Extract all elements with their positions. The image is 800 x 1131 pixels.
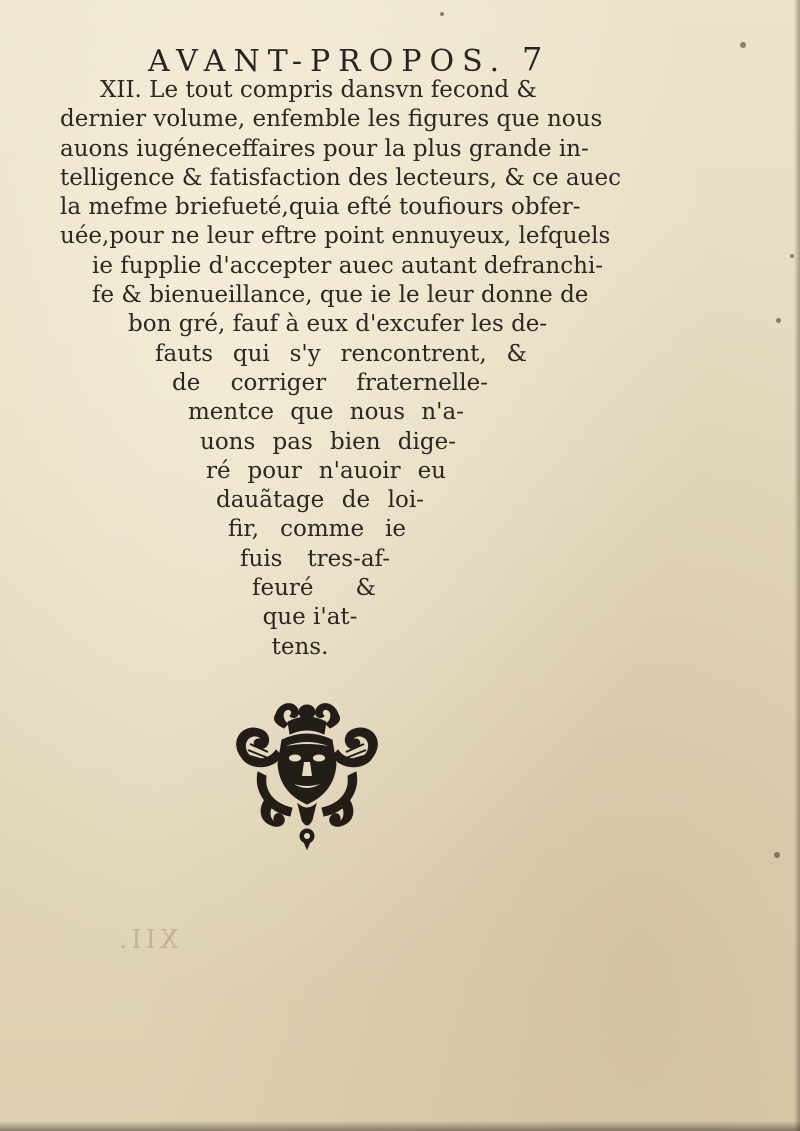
text-line: la mefme briefueté,quia efté toufiours obfer- <box>60 194 581 221</box>
ink-speck <box>440 12 444 16</box>
ink-speck <box>776 318 781 323</box>
grotesque-mask-fleuron-icon <box>228 700 386 850</box>
text-line: tens. <box>271 633 329 660</box>
text-line: XII. Le tout compris dansvn fecond & <box>100 77 537 103</box>
text-line: uons pas bien dige- <box>200 428 456 455</box>
text-line: feuré & <box>252 575 376 602</box>
text-line: mentce que nous n'a- <box>188 399 464 426</box>
page-number: 7 <box>522 40 543 78</box>
page-edge-shadow <box>794 0 800 1131</box>
text-line: bon gré, fauf à eux d'excufer les de- <box>128 311 548 338</box>
text-line: fuis tres-af- <box>240 545 390 572</box>
text-line: de corriger fraternelle- <box>172 369 488 396</box>
ink-speck <box>774 852 780 858</box>
show-through-text: XII. <box>115 925 179 955</box>
text-line: dauãtage de loi- <box>216 487 424 514</box>
page-bottom-shadow <box>0 1121 800 1131</box>
text-line: fe & bienueillance, que ie le leur donne de <box>92 282 589 309</box>
running-head: AVANT-PROPOS. <box>148 44 508 79</box>
ink-speck <box>740 42 746 48</box>
text-line: uée,pour ne leur eftre point ennuyeux, lefquels <box>60 223 611 250</box>
text-line: dernier volume, enfemble les figures que nous <box>60 106 603 133</box>
text-line: telligence & fatisfaction des lecteurs, & ce auec <box>60 164 621 191</box>
text-line: ie fupplie d'accepter auec autant defranchi- <box>92 252 604 279</box>
text-line: que i'at- <box>262 604 358 631</box>
text-line: ré pour n'auoir eu <box>206 457 446 484</box>
ink-speck <box>790 254 794 258</box>
text-line: fir, comme ie <box>228 516 406 543</box>
text-line: fauts qui s'y rencontrent, & <box>155 340 527 367</box>
text-line: auons iugéneceffaires pour la plus grande in- <box>60 135 589 162</box>
body-text <box>60 76 621 662</box>
